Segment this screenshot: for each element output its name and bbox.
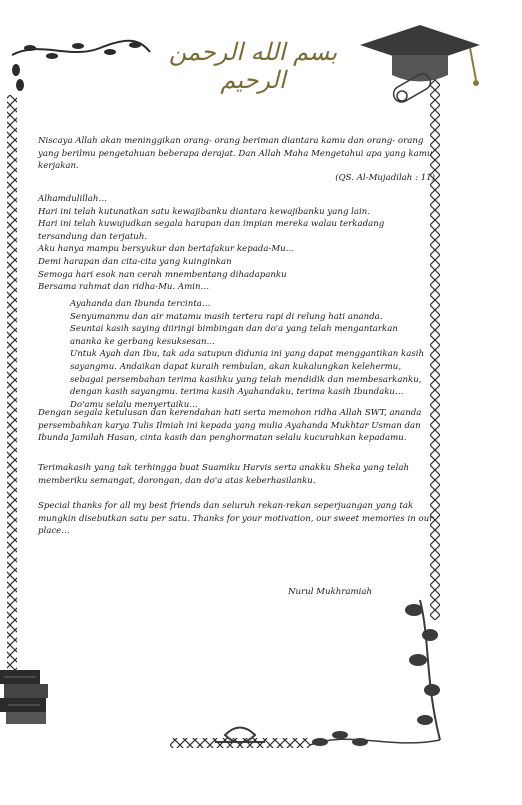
parents-line: Ayahanda dan Ibunda tercinta…	[70, 299, 211, 309]
thanks-paragraph: Terimakasih yang tak terhingga buat Suamiku Harvis serta anakku Sheka yang telah memberiku semangat, dorongan, dan do'a atas keberhasilanku.	[38, 463, 409, 486]
main-line: Hari ini telah kutunatkan satu kewajibanku diantara kewajibanku yang lain.	[38, 206, 371, 217]
main-paragraph	[38, 193, 428, 294]
signature: Nurul Mukhramiah	[288, 587, 373, 597]
parents-line: Do'amu selalu menyertaiku…	[70, 399, 198, 410]
verse-reference: (QS. Al-Mujadilah : 11)	[335, 173, 435, 183]
opening-verse-text: Niscaya Allah akan meninggikan orang- orang beriman diantara kamu dan orang- orang yang berilmu pengetahuan beberapa derajat. Dan Allah Maha Mengetahui apa yang kamu kerjakan.	[38, 136, 433, 172]
opening-verse	[38, 135, 438, 173]
basmala-calligraphy: بسم الله الرحمن الرحيم	[168, 38, 338, 94]
parents-line: Seuntai kasih saying diiringi bimbingan dan do'a yang telah mengantarkan ananka ke gerbang kesuksesan…	[70, 324, 398, 347]
main-line: Demi harapan dan cita-cita yang kuinginkan	[38, 256, 232, 267]
parents-paragraph	[70, 298, 426, 411]
vine-leaves-icon	[12, 42, 141, 91]
books-stack-icon	[0, 670, 48, 724]
bottom-vine-ornament	[310, 731, 440, 746]
main-line: Aku hanya mampu bersyukur dan bertafakur kepada-Mu…	[38, 244, 295, 255]
special-thanks-paragraph: Special thanks for all my best friends dan seluruh rekan-rekan seperjuangan yang tak mungkin disebutkan satu per satu. Thanks for your motivation, our sweet memories in our place…	[38, 501, 434, 537]
main-line: Semoga hari esok nan cerah mnembentang dihadapanku	[38, 269, 287, 280]
graduation-cap-icon	[360, 25, 480, 86]
parents-line: Untuk Ayah dan Ibu, tak ada satupun didunia ini yang dapat menggantikan kasih sayangmu. Andaikan dapat kuraih rembulan, akan kukalungkan kelehermu, sebagai persembahan terima kasihku yang telah mendidik dan membesarkanku, dengan kasih sayangmu. terima kasih Ayahandaku, terima kasih Ibundaku…	[70, 349, 425, 398]
left-chain-border	[7, 95, 17, 695]
right-vine-ornament	[405, 600, 440, 740]
main-line: Hari ini telah kuwujudkan segala harapan dan impian mereka walau terkadang tersandung dan terjatuh.	[38, 219, 385, 242]
parents-line: Senyumanmu dan air matamu masih tertera rapi di relung hati ananda.	[70, 311, 383, 322]
main-line: Bersama rahmat dan ridha-Mu. Amin…	[38, 282, 210, 293]
dedication-paragraph: Dengan segala ketulusan dan kerendahan hati serta memohon ridha Allah SWT, ananda persembahkan karya Tulis Ilmiah ini kepada yang mulia Ayahanda Mukhtar Usman dan Ibunda Jamilah Hasan, cinta kasih dan penghormatan selalu kucurahkan kepadamu.	[38, 408, 422, 444]
main-line: Alhamdulillah…	[38, 194, 108, 204]
